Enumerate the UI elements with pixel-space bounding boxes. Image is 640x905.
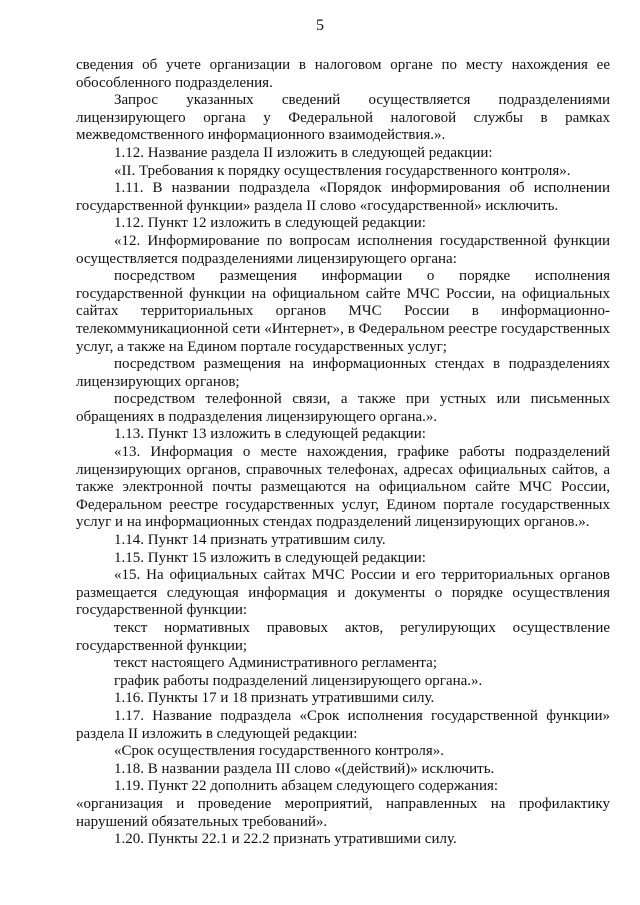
paragraph: посредством телефонной связи, а также при устных или письменных обращениях в подразделения лицензирующего органа.». [76, 391, 610, 425]
paragraph: 1.12. Название раздела II изложить в следующей редакции: [114, 144, 493, 161]
paragraph: 1.11. В названии подраздела «Порядок информирования об исполнении государственной функции» раздела II слово «государственной» исключить. [76, 180, 610, 214]
paragraph: «II. Требования к порядку осуществления государственного контроля». [114, 162, 571, 179]
paragraph: «15. На официальных сайтах МЧС России и его территориальных органов размещается следующая информация и документы о порядке осуществления государственной функции: [76, 567, 610, 619]
paragraph: Запрос указанных сведений осуществляется подразделениями лицензирующего органа у Федеральной налоговой службы в рамках межведомственного информационного взаимодействия.». [76, 92, 610, 144]
paragraph: график работы подразделений лицензирующего органа.». [114, 672, 483, 689]
document-body [76, 57, 610, 849]
paragraph: «12. Информирование по вопросам исполнения государственной функции осуществляется подразделениями лицензирующего органа: [76, 232, 610, 267]
page-number: 5 [316, 17, 324, 34]
paragraph: 1.13. Пункт 13 изложить в следующей редакции: [114, 426, 426, 443]
paragraph: 1.15. Пункт 15 изложить в следующей редакции: [114, 549, 426, 566]
paragraph: текст настоящего Административного регламента; [114, 655, 437, 672]
paragraph: «организация и проведение мероприятий, направленных на профилактику нарушений обязательных требований». [76, 795, 610, 830]
paragraph: посредством размещения на информационных стендах в подразделениях лицензирующих органов; [76, 356, 610, 390]
paragraph: 1.17. Название подраздела «Срок исполнения государственной функции» раздела II изложить в следующей редакции: [76, 707, 610, 742]
paragraph: «Срок осуществления государственного контроля». [114, 743, 445, 760]
paragraph: 1.18. В названии раздела III слово «(действий)» исключить. [114, 760, 495, 777]
paragraph: 1.14. Пункт 14 признать утратившим силу. [114, 532, 386, 549]
paragraph: 1.16. Пункты 17 и 18 признать утратившими силу. [114, 690, 435, 707]
paragraph: текст нормативных правовых актов, регулирующих осуществление государственной функции; [76, 620, 610, 654]
paragraph: 1.12. Пункт 12 изложить в следующей редакции: [114, 215, 426, 232]
paragraph: 1.19. Пункт 22 дополнить абзацем следующего содержания: [114, 778, 499, 795]
paragraph: сведения об учете организации в налоговом органе по месту нахождения ее обособленного подразделения. [76, 57, 610, 91]
paragraph: посредством размещения информации о порядке исполнения государственной функции на официальном сайте МЧС России, на официальных сайтах территориальных органов МЧС России в информационно-телекоммуникационной сети «Интернет», в Федеральном реестре государственных услуг, а также на Едином портале государственных услуг; [76, 268, 610, 355]
paragraph: «13. Информация о месте нахождения, графике работы подразделений лицензирующих органов, справочных телефонах, адресах официальных сайтов, а также электронной почты размещаются на официальном сайте МЧС России, Федеральном реестре государственных услуг, Едином портале государственных услуг и на информационных стендах подразделений лицензирующих органов.». [76, 444, 610, 531]
paragraph: 1.20. Пункты 22.1 и 22.2 признать утратившими силу. [114, 831, 457, 848]
